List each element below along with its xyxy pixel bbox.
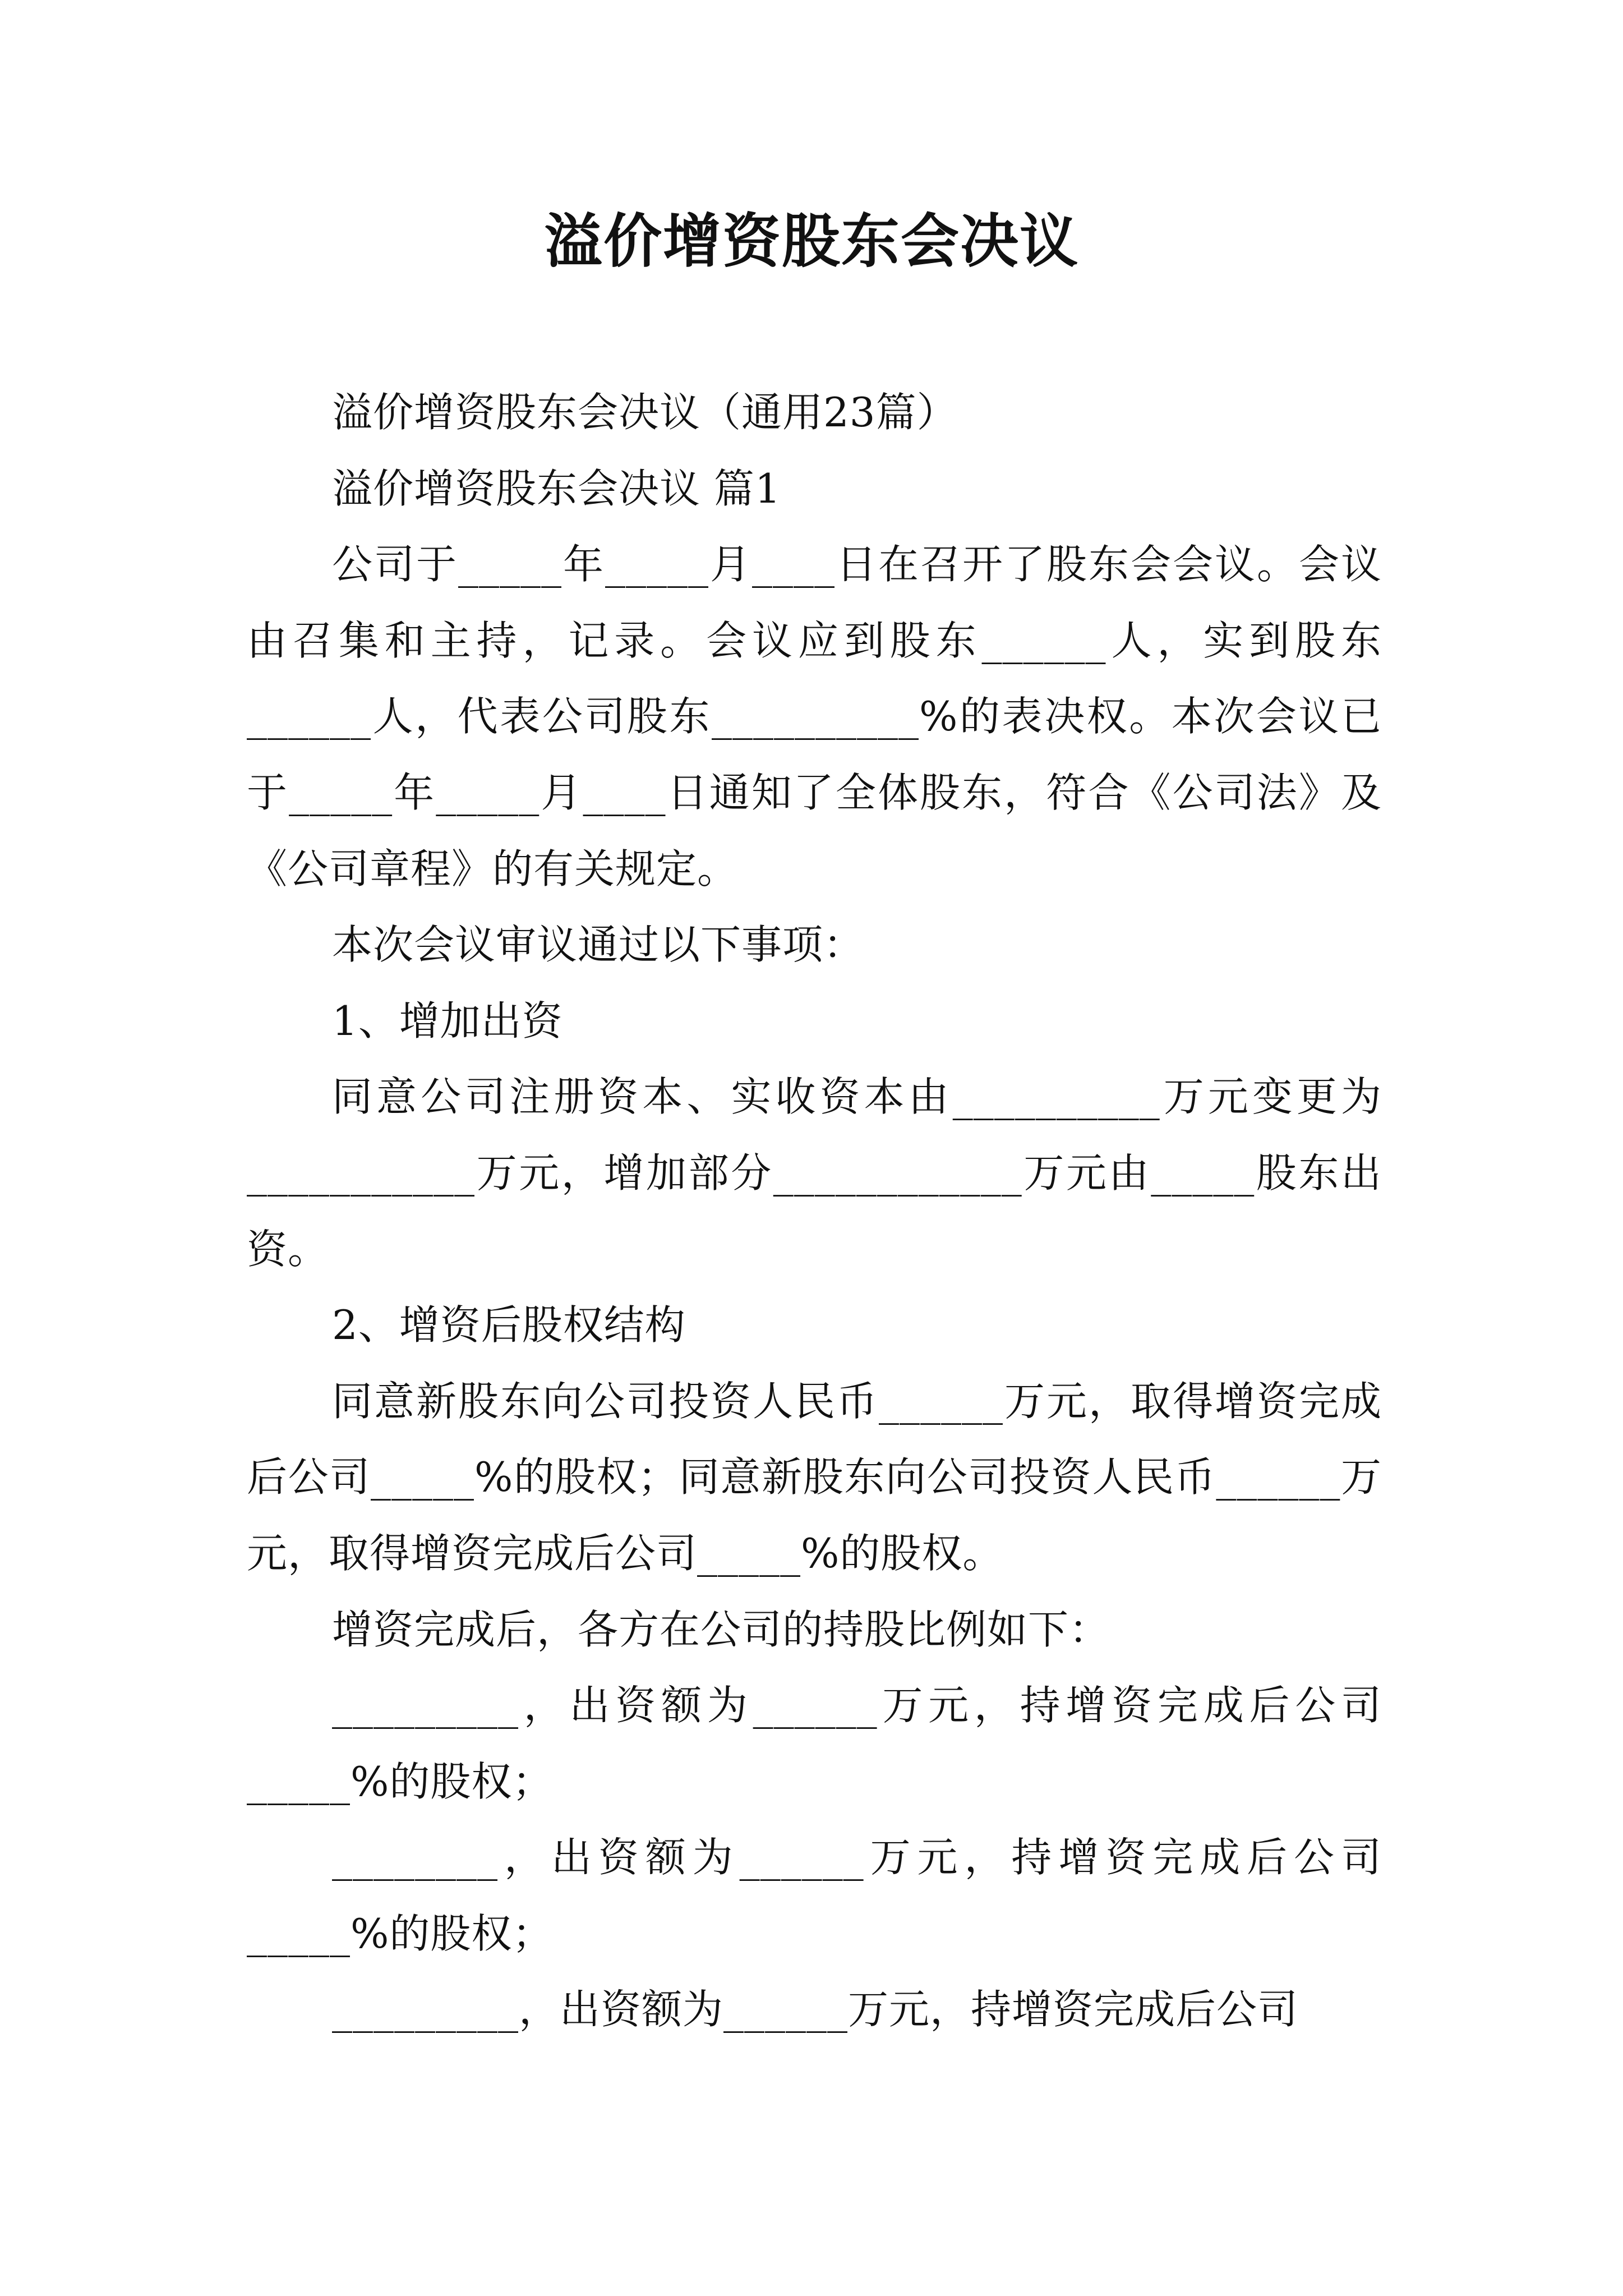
- capital-increase-paragraph: 同意公司注册资本、实收资本由__________万元变更为___________万元，增加部分____________万元由_____股东出资。: [247, 1073, 1382, 1273]
- document-title: 溢价增资股东会决议: [543, 207, 1079, 275]
- meeting-intro-paragraph: 公司于_____年_____月____日在召开了股东会会议。会议由召集和主持，记录。会议应到股东______人，实到股东______人，代表公司股东__________%的表决权。本次会议已于_____年_____月____日通知了全体股东，符合《公司法》及《公司章程》的有关规定。: [247, 541, 1382, 892]
- shareholder-entry: ________，出资额为______万元，持增资完成后公司_____%的股权；: [247, 1834, 1382, 1957]
- item-heading-1: 1、增加出资: [332, 997, 563, 1045]
- item-heading-2: 2、增资后股权结构: [332, 1301, 686, 1349]
- shareholding-lead-paragraph: 增资完成后，各方在公司的持股比例如下：: [332, 1605, 1110, 1653]
- section-heading: 溢价增资股东会决议 篇1: [332, 464, 781, 512]
- shareholder-entry: _________，出资额为______万元，持增资完成后公司: [332, 1986, 1299, 2033]
- document-subtitle: 溢价增资股东会决议（通用23篇）: [332, 389, 958, 436]
- document-body: [247, 375, 1382, 2048]
- resolution-lead-paragraph: 本次会议审议通过以下事项：: [332, 921, 865, 969]
- new-shareholder-paragraph: 同意新股东向公司投资人民币______万元，取得增资完成后公司_____%的股权；同意新股东向公司投资人民币______万元，取得增资完成后公司_____%的股权。: [247, 1377, 1382, 1577]
- shareholder-entry: _________，出资额为______万元，持增资完成后公司_____%的股权；: [247, 1682, 1382, 1805]
